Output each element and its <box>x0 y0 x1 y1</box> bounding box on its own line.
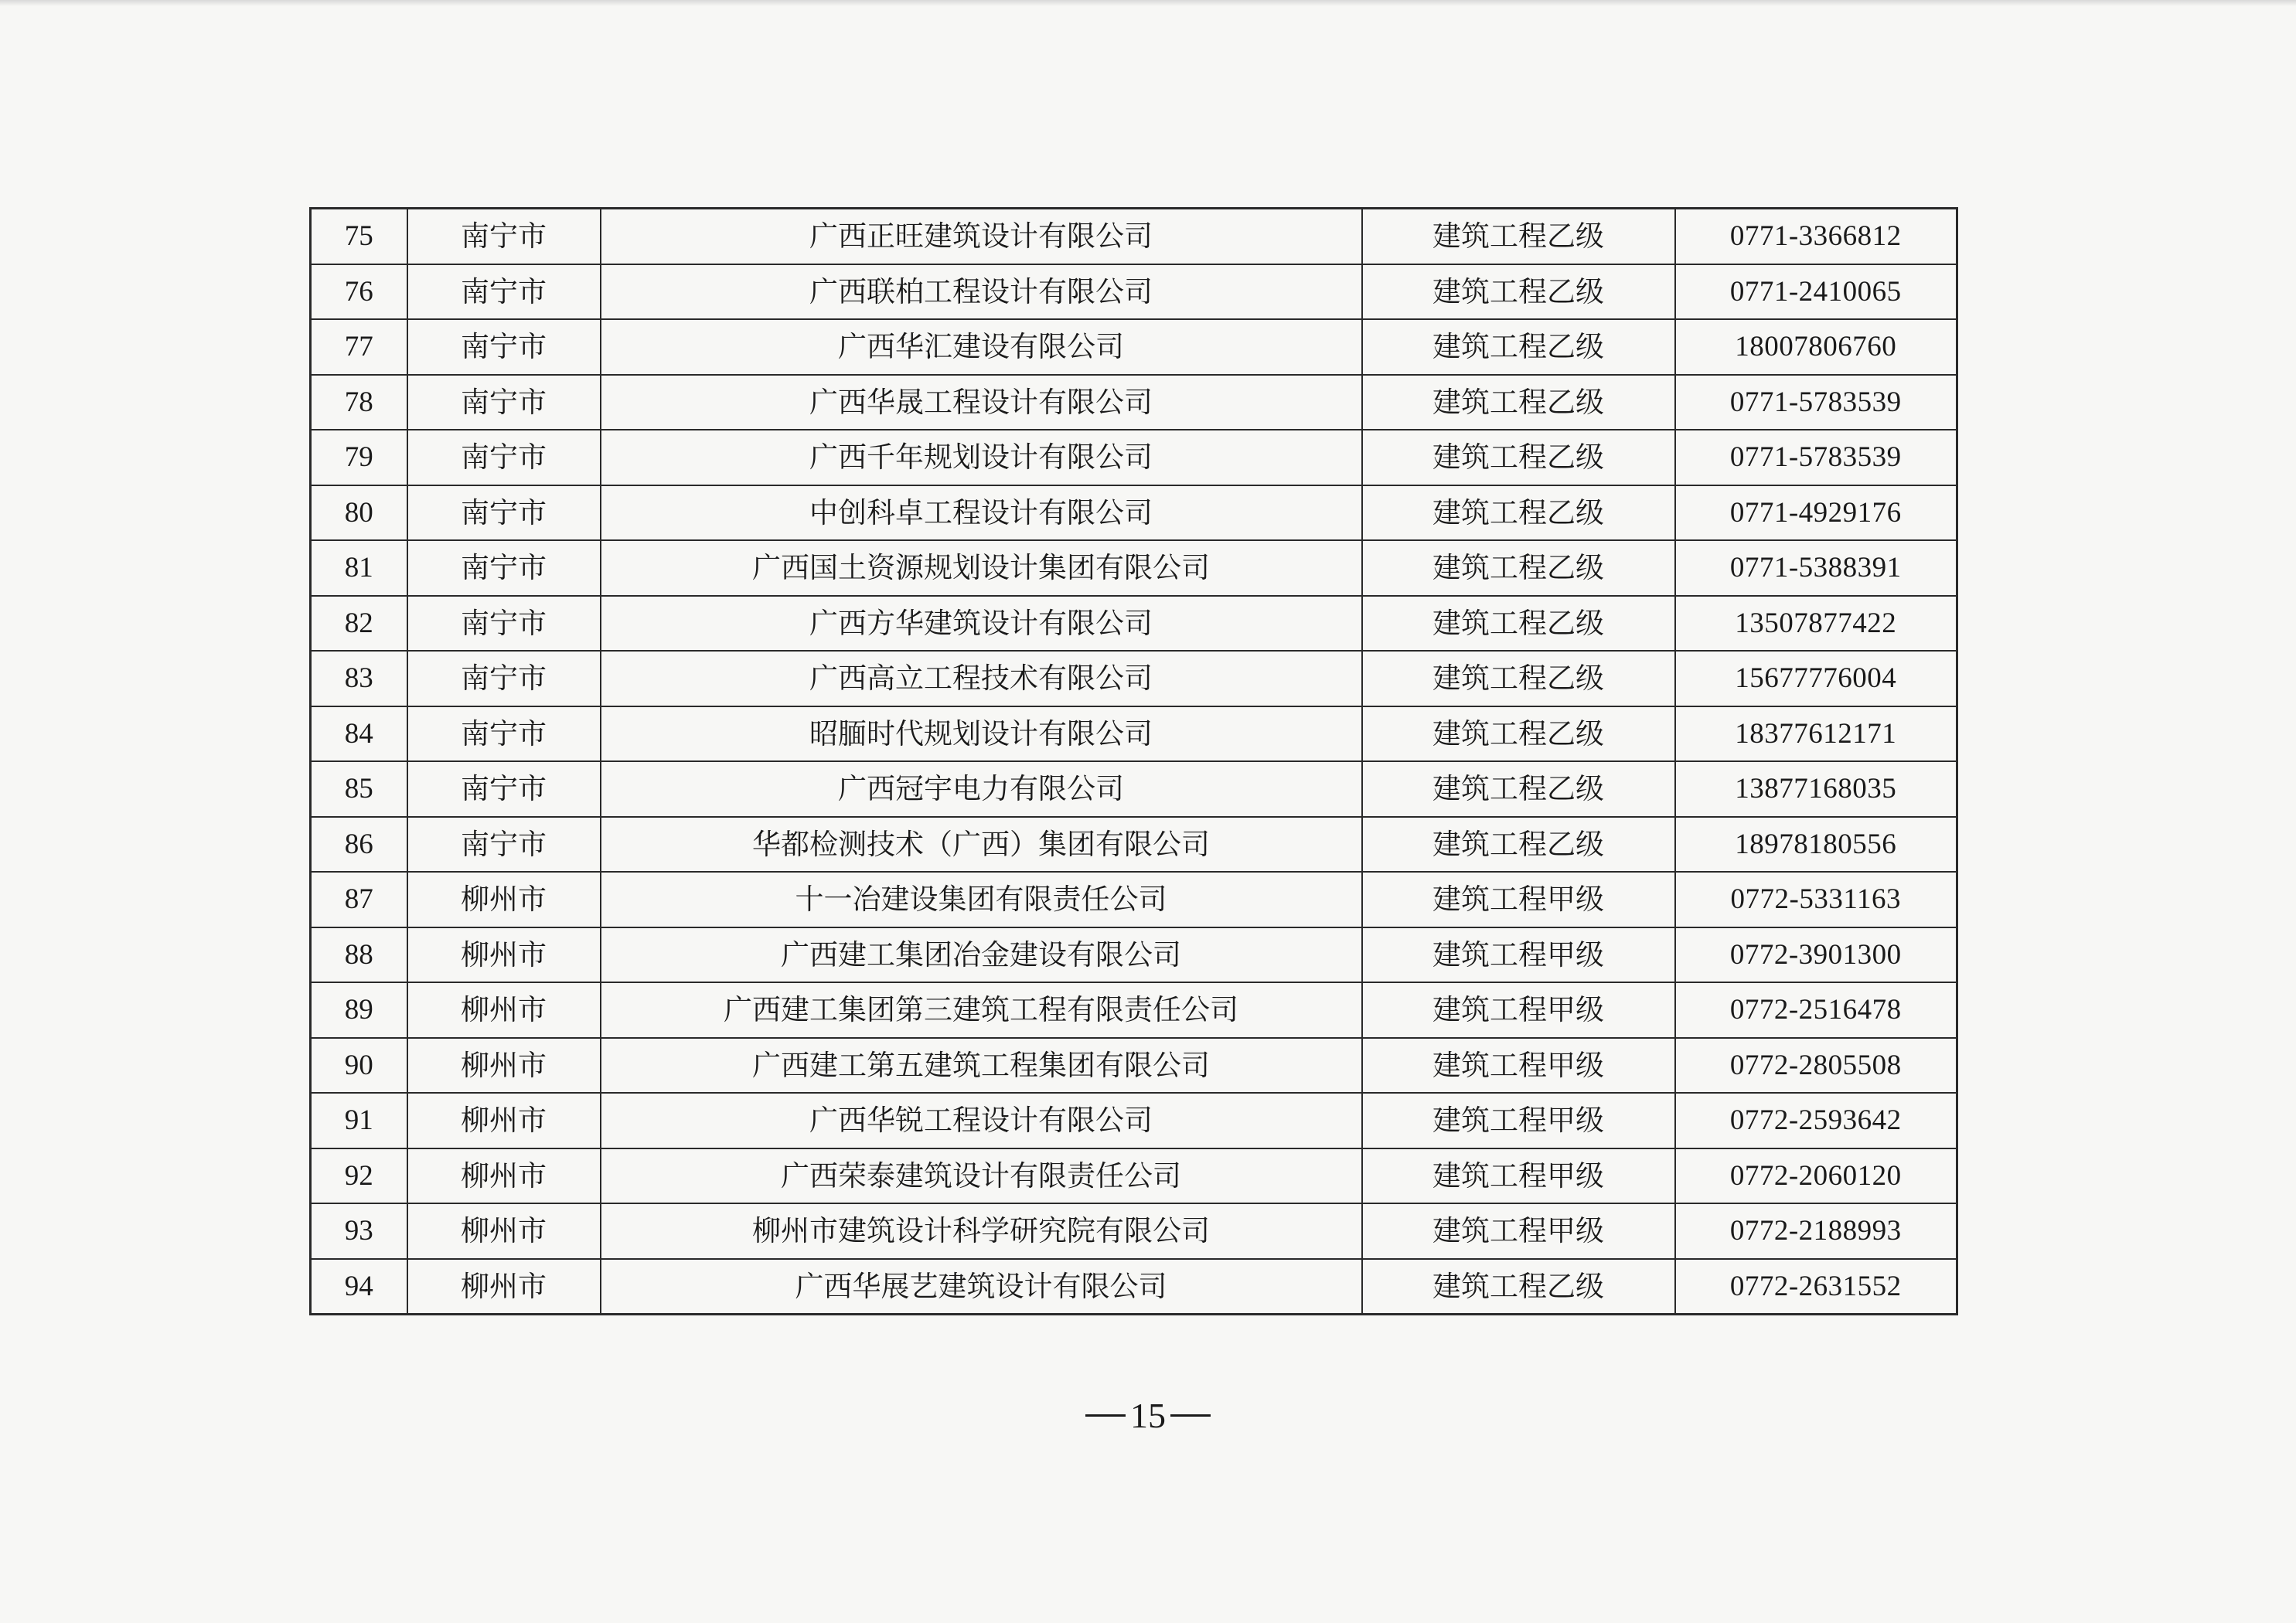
company-name-cell: 广西方华建筑设计有限公司 <box>601 596 1362 652</box>
phone-cell: 0771-5783539 <box>1675 430 1957 485</box>
row-number-cell: 80 <box>311 485 407 541</box>
phone-cell: 13877168035 <box>1675 761 1957 817</box>
qualification-cell: 建筑工程乙级 <box>1362 430 1675 485</box>
phone-cell: 0772-2188993 <box>1675 1203 1957 1259</box>
company-name-cell: 广西荣泰建筑设计有限责任公司 <box>601 1148 1362 1204</box>
table-row <box>311 540 1957 596</box>
company-name-cell: 广西冠宇电力有限公司 <box>601 761 1362 817</box>
city-cell: 南宁市 <box>407 706 601 762</box>
company-name-cell: 广西华汇建设有限公司 <box>601 319 1362 375</box>
table-row <box>311 1203 1957 1259</box>
phone-cell: 18377612171 <box>1675 706 1957 762</box>
phone-cell: 0772-2631552 <box>1675 1259 1957 1315</box>
row-number-cell: 88 <box>311 927 407 983</box>
phone-cell: 0772-2593642 <box>1675 1093 1957 1148</box>
qualification-cell: 建筑工程甲级 <box>1362 872 1675 927</box>
city-cell: 南宁市 <box>407 209 601 264</box>
table-row <box>311 761 1957 817</box>
company-name-cell: 广西联柏工程设计有限公司 <box>601 264 1362 320</box>
row-number-cell: 90 <box>311 1038 407 1094</box>
qualification-cell: 建筑工程甲级 <box>1362 1093 1675 1148</box>
table-row <box>311 927 1957 983</box>
phone-cell: 0771-2410065 <box>1675 264 1957 320</box>
company-name-cell: 广西华晟工程设计有限公司 <box>601 375 1362 430</box>
company-name-cell: 广西高立工程技术有限公司 <box>601 651 1362 706</box>
row-number-cell: 86 <box>311 817 407 873</box>
phone-cell: 0771-3366812 <box>1675 209 1957 264</box>
qualification-cell: 建筑工程乙级 <box>1362 761 1675 817</box>
city-cell: 南宁市 <box>407 264 601 320</box>
table-row <box>311 596 1957 652</box>
page-number-value: 15 <box>1130 1395 1166 1435</box>
table-row <box>311 264 1957 320</box>
qualification-cell: 建筑工程甲级 <box>1362 1038 1675 1094</box>
row-number-cell: 76 <box>311 264 407 320</box>
city-cell: 南宁市 <box>407 485 601 541</box>
company-name-cell: 广西正旺建筑设计有限公司 <box>601 209 1362 264</box>
city-cell: 柳州市 <box>407 1093 601 1148</box>
row-number-cell: 92 <box>311 1148 407 1204</box>
scan-edge <box>0 0 2296 6</box>
row-number-cell: 82 <box>311 596 407 652</box>
company-name-cell: 广西建工集团第三建筑工程有限责任公司 <box>601 982 1362 1038</box>
city-cell: 南宁市 <box>407 651 601 706</box>
table-row <box>311 430 1957 485</box>
company-name-cell: 广西国土资源规划设计集团有限公司 <box>601 540 1362 596</box>
row-number-cell: 94 <box>311 1259 407 1315</box>
page-dash-right <box>1170 1414 1211 1417</box>
phone-cell: 0772-2516478 <box>1675 982 1957 1038</box>
row-number-cell: 84 <box>311 706 407 762</box>
phone-cell: 0772-2805508 <box>1675 1038 1957 1094</box>
city-cell: 柳州市 <box>407 1038 601 1094</box>
city-cell: 南宁市 <box>407 596 601 652</box>
table-row <box>311 706 1957 762</box>
table-row <box>311 651 1957 706</box>
table-row <box>311 209 1957 264</box>
qualification-cell: 建筑工程乙级 <box>1362 375 1675 430</box>
qualification-cell: 建筑工程乙级 <box>1362 706 1675 762</box>
qualification-cell: 建筑工程乙级 <box>1362 540 1675 596</box>
company-name-cell: 昭腼时代规划设计有限公司 <box>601 706 1362 762</box>
company-name-cell: 十一冶建设集团有限责任公司 <box>601 872 1362 927</box>
row-number-cell: 83 <box>311 651 407 706</box>
city-cell: 南宁市 <box>407 430 601 485</box>
phone-cell: 0771-5783539 <box>1675 375 1957 430</box>
phone-cell: 0771-5388391 <box>1675 540 1957 596</box>
row-number-cell: 75 <box>311 209 407 264</box>
qualification-cell: 建筑工程乙级 <box>1362 1259 1675 1315</box>
city-cell: 南宁市 <box>407 319 601 375</box>
row-number-cell: 78 <box>311 375 407 430</box>
qualification-cell: 建筑工程乙级 <box>1362 485 1675 541</box>
city-cell: 柳州市 <box>407 872 601 927</box>
company-name-cell: 广西千年规划设计有限公司 <box>601 430 1362 485</box>
table-row <box>311 1148 1957 1204</box>
city-cell: 柳州市 <box>407 1203 601 1259</box>
qualification-cell: 建筑工程甲级 <box>1362 927 1675 983</box>
company-name-cell: 中创科卓工程设计有限公司 <box>601 485 1362 541</box>
company-name-cell: 广西建工集团冶金建设有限公司 <box>601 927 1362 983</box>
qualification-cell: 建筑工程乙级 <box>1362 596 1675 652</box>
phone-cell: 18007806760 <box>1675 319 1957 375</box>
city-cell: 南宁市 <box>407 375 601 430</box>
city-cell: 柳州市 <box>407 1148 601 1204</box>
row-number-cell: 91 <box>311 1093 407 1148</box>
row-number-cell: 87 <box>311 872 407 927</box>
table-row <box>311 982 1957 1038</box>
row-number-cell: 79 <box>311 430 407 485</box>
qualification-cell: 建筑工程乙级 <box>1362 319 1675 375</box>
table-row <box>311 872 1957 927</box>
company-name-cell: 广西华展艺建筑设计有限公司 <box>601 1259 1362 1315</box>
company-name-cell: 华都检测技术（广西）集团有限公司 <box>601 817 1362 873</box>
table-row <box>311 1093 1957 1148</box>
table-row <box>311 1259 1957 1315</box>
qualification-cell: 建筑工程甲级 <box>1362 1203 1675 1259</box>
phone-cell: 0772-3901300 <box>1675 927 1957 983</box>
table-row <box>311 485 1957 541</box>
table-row <box>311 319 1957 375</box>
city-cell: 南宁市 <box>407 761 601 817</box>
phone-cell: 0771-4929176 <box>1675 485 1957 541</box>
company-name-cell: 柳州市建筑设计科学研究院有限公司 <box>601 1203 1362 1259</box>
company-name-cell: 广西华锐工程设计有限公司 <box>601 1093 1362 1148</box>
company-list-table <box>309 207 1958 1315</box>
row-number-cell: 93 <box>311 1203 407 1259</box>
row-number-cell: 85 <box>311 761 407 817</box>
table-body <box>311 209 1957 1315</box>
row-number-cell: 89 <box>311 982 407 1038</box>
qualification-cell: 建筑工程乙级 <box>1362 817 1675 873</box>
city-cell: 南宁市 <box>407 817 601 873</box>
page-dash-left <box>1085 1414 1126 1417</box>
city-cell: 柳州市 <box>407 927 601 983</box>
row-number-cell: 77 <box>311 319 407 375</box>
company-name-cell: 广西建工第五建筑工程集团有限公司 <box>601 1038 1362 1094</box>
qualification-cell: 建筑工程乙级 <box>1362 651 1675 706</box>
city-cell: 柳州市 <box>407 982 601 1038</box>
qualification-cell: 建筑工程甲级 <box>1362 1148 1675 1204</box>
table-row <box>311 375 1957 430</box>
table-row <box>311 817 1957 873</box>
phone-cell: 0772-2060120 <box>1675 1148 1957 1204</box>
qualification-cell: 建筑工程乙级 <box>1362 264 1675 320</box>
table-container <box>309 207 1956 1315</box>
qualification-cell: 建筑工程甲级 <box>1362 982 1675 1038</box>
table-row <box>311 1038 1957 1094</box>
phone-cell: 18978180556 <box>1675 817 1957 873</box>
row-number-cell: 81 <box>311 540 407 596</box>
city-cell: 柳州市 <box>407 1259 601 1315</box>
page-number <box>0 1391 2296 1436</box>
phone-cell: 15677776004 <box>1675 651 1957 706</box>
phone-cell: 0772-5331163 <box>1675 872 1957 927</box>
phone-cell: 13507877422 <box>1675 596 1957 652</box>
city-cell: 南宁市 <box>407 540 601 596</box>
qualification-cell: 建筑工程乙级 <box>1362 209 1675 264</box>
